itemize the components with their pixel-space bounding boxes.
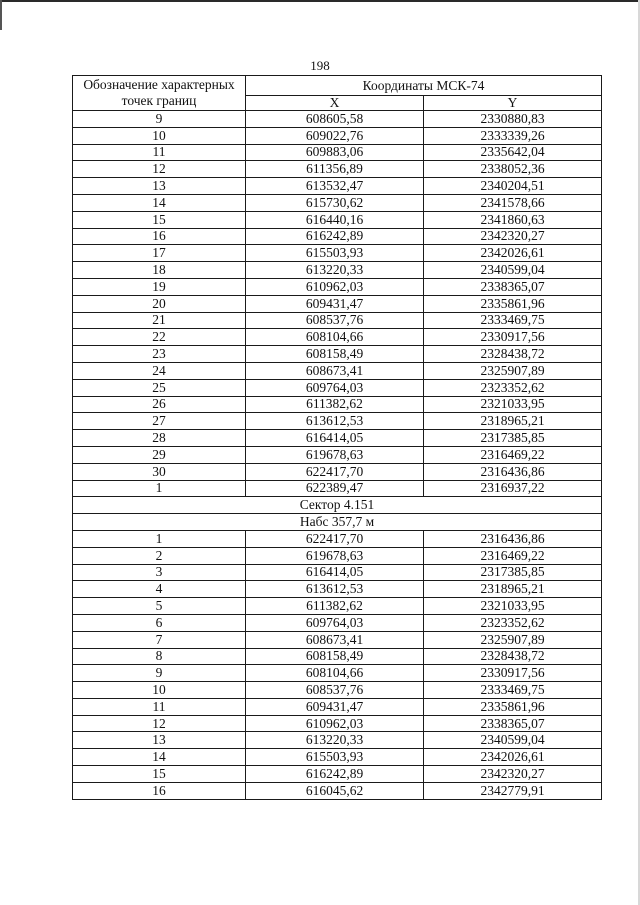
table-row (73, 463, 602, 480)
table-row (73, 782, 602, 799)
table-row (73, 598, 602, 615)
table-row (73, 648, 602, 665)
y-coordinate-cell: 2341578,66 (424, 194, 602, 211)
point-number-cell: 9 (73, 665, 246, 682)
point-number-cell: 2 (73, 547, 246, 564)
table-row (73, 715, 602, 732)
table-row (73, 194, 602, 211)
x-coordinate-cell: 613532,47 (246, 178, 424, 195)
point-number-cell: 30 (73, 463, 246, 480)
y-coordinate-cell: 2316436,86 (424, 530, 602, 547)
point-number-cell: 6 (73, 614, 246, 631)
table-row (73, 278, 602, 295)
coords-header: Координаты МСК-74 (246, 76, 602, 96)
x-coordinate-cell: 608158,49 (246, 648, 424, 665)
table-row (73, 362, 602, 379)
point-number-cell: 11 (73, 144, 246, 161)
x-coordinate-cell: 611356,89 (246, 161, 424, 178)
x-coordinate-cell: 616440,16 (246, 211, 424, 228)
point-number-cell: 12 (73, 161, 246, 178)
sector-title: Сектор 4.151 (73, 497, 602, 514)
table-row (73, 396, 602, 413)
x-coordinate-cell: 609431,47 (246, 295, 424, 312)
x-coordinate-cell: 611382,62 (246, 598, 424, 615)
table-body-part2 (73, 530, 602, 799)
x-coordinate-cell: 608537,76 (246, 312, 424, 329)
point-number-cell: 16 (73, 782, 246, 799)
scan-left-edge (0, 0, 2, 30)
y-coordinate-cell: 2316469,22 (424, 446, 602, 463)
table-row (73, 144, 602, 161)
point-number-cell: 25 (73, 379, 246, 396)
table-row (73, 430, 602, 447)
point-number-cell: 29 (73, 446, 246, 463)
y-coordinate-cell: 2330917,56 (424, 665, 602, 682)
y-coordinate-cell: 2340599,04 (424, 262, 602, 279)
point-number-cell: 24 (73, 362, 246, 379)
point-number-cell: 11 (73, 698, 246, 715)
table-row (73, 127, 602, 144)
x-coordinate-cell: 609764,03 (246, 379, 424, 396)
table-row (73, 581, 602, 598)
table-row (73, 698, 602, 715)
x-coordinate-cell: 622389,47 (246, 480, 424, 497)
x-coordinate-cell: 619678,63 (246, 446, 424, 463)
y-coordinate-cell: 2333469,75 (424, 312, 602, 329)
table-row (73, 228, 602, 245)
x-coordinate-cell: 616414,05 (246, 564, 424, 581)
x-coordinate-cell: 609883,06 (246, 144, 424, 161)
y-coordinate-cell: 2316937,22 (424, 480, 602, 497)
y-coordinate-cell: 2328438,72 (424, 648, 602, 665)
table-row (73, 530, 602, 547)
point-header: Обозначение характерных точек границ (73, 76, 246, 111)
y-coordinate-cell: 2318965,21 (424, 581, 602, 598)
y-coordinate-cell: 2330917,56 (424, 329, 602, 346)
coordinates-table (72, 75, 602, 800)
point-number-cell: 10 (73, 127, 246, 144)
x-coordinate-cell: 613220,33 (246, 732, 424, 749)
x-coordinate-cell: 613612,53 (246, 413, 424, 430)
point-number-cell: 13 (73, 732, 246, 749)
y-coordinate-cell: 2342026,61 (424, 749, 602, 766)
x-coordinate-cell: 608158,49 (246, 346, 424, 363)
y-coordinate-cell: 2338365,07 (424, 715, 602, 732)
point-number-cell: 4 (73, 581, 246, 598)
x-coordinate-cell: 615503,93 (246, 749, 424, 766)
y-coordinate-cell: 2340204,51 (424, 178, 602, 195)
x-coordinate-cell: 610962,03 (246, 278, 424, 295)
table-row (73, 564, 602, 581)
table-row (73, 682, 602, 699)
table-row (73, 161, 602, 178)
point-number-cell: 3 (73, 564, 246, 581)
point-number-cell: 14 (73, 749, 246, 766)
x-coordinate-cell: 622417,70 (246, 463, 424, 480)
table-row (73, 766, 602, 783)
y-coordinate-cell: 2323352,62 (424, 379, 602, 396)
table-row (73, 312, 602, 329)
point-number-cell: 12 (73, 715, 246, 732)
y-coordinate-cell: 2317385,85 (424, 430, 602, 447)
point-number-cell: 9 (73, 111, 246, 128)
y-coordinate-cell: 2318965,21 (424, 413, 602, 430)
table-row (73, 211, 602, 228)
y-coordinate-cell: 2316436,86 (424, 463, 602, 480)
table-row (73, 614, 602, 631)
point-number-cell: 5 (73, 598, 246, 615)
point-number-cell: 26 (73, 396, 246, 413)
x-coordinate-cell: 616242,89 (246, 766, 424, 783)
x-coordinate-cell: 609764,03 (246, 614, 424, 631)
x-coordinate-cell: 608673,41 (246, 362, 424, 379)
y-coordinate-cell: 2335642,04 (424, 144, 602, 161)
sector-section (73, 497, 602, 531)
y-coordinate-cell: 2335861,96 (424, 295, 602, 312)
table-row (73, 547, 602, 564)
sector-height: Набс 357,7 м (73, 514, 602, 531)
x-coordinate-cell: 608605,58 (246, 111, 424, 128)
x-coordinate-cell: 616045,62 (246, 782, 424, 799)
point-number-cell: 15 (73, 211, 246, 228)
table-row (73, 446, 602, 463)
x-coordinate-cell: 613220,33 (246, 262, 424, 279)
x-coordinate-cell: 611382,62 (246, 396, 424, 413)
x-coordinate-cell: 613612,53 (246, 581, 424, 598)
y-coordinate-cell: 2342320,27 (424, 766, 602, 783)
x-coordinate-cell: 608104,66 (246, 329, 424, 346)
point-number-cell: 22 (73, 329, 246, 346)
point-number-cell: 17 (73, 245, 246, 262)
table-row (73, 111, 602, 128)
point-number-cell: 19 (73, 278, 246, 295)
table-row (73, 413, 602, 430)
x-coordinate-cell: 616414,05 (246, 430, 424, 447)
table-row (73, 178, 602, 195)
table-row (73, 346, 602, 363)
y-coordinate-cell: 2333339,26 (424, 127, 602, 144)
y-coordinate-cell: 2316469,22 (424, 547, 602, 564)
table-row (73, 749, 602, 766)
y-header: Y (424, 96, 602, 111)
y-coordinate-cell: 2330880,83 (424, 111, 602, 128)
point-number-cell: 15 (73, 766, 246, 783)
x-coordinate-cell: 610962,03 (246, 715, 424, 732)
point-number-cell: 14 (73, 194, 246, 211)
y-coordinate-cell: 2338365,07 (424, 278, 602, 295)
x-coordinate-cell: 608537,76 (246, 682, 424, 699)
x-coordinate-cell: 608673,41 (246, 631, 424, 648)
y-coordinate-cell: 2342320,27 (424, 228, 602, 245)
table-row (73, 631, 602, 648)
point-number-cell: 28 (73, 430, 246, 447)
x-coordinate-cell: 615730,62 (246, 194, 424, 211)
y-coordinate-cell: 2342779,91 (424, 782, 602, 799)
y-coordinate-cell: 2328438,72 (424, 346, 602, 363)
y-coordinate-cell: 2325907,89 (424, 362, 602, 379)
point-number-cell: 16 (73, 228, 246, 245)
point-number-cell: 18 (73, 262, 246, 279)
page-number: 198 (310, 58, 330, 73)
x-coordinate-cell: 615503,93 (246, 245, 424, 262)
y-coordinate-cell: 2325907,89 (424, 631, 602, 648)
table-row (73, 732, 602, 749)
y-coordinate-cell: 2323352,62 (424, 614, 602, 631)
y-coordinate-cell: 2335861,96 (424, 698, 602, 715)
point-number-cell: 13 (73, 178, 246, 195)
y-coordinate-cell: 2317385,85 (424, 564, 602, 581)
y-coordinate-cell: 2338052,36 (424, 161, 602, 178)
x-coordinate-cell: 609431,47 (246, 698, 424, 715)
point-number-cell: 8 (73, 648, 246, 665)
point-number-cell: 7 (73, 631, 246, 648)
y-coordinate-cell: 2341860,63 (424, 211, 602, 228)
table-row (73, 245, 602, 262)
point-number-cell: 1 (73, 480, 246, 497)
table-row (73, 665, 602, 682)
table-row (73, 480, 602, 497)
table-row (73, 379, 602, 396)
point-number-cell: 1 (73, 530, 246, 547)
y-coordinate-cell: 2321033,95 (424, 598, 602, 615)
point-number-cell: 23 (73, 346, 246, 363)
table-body-part1 (73, 111, 602, 497)
x-header: X (246, 96, 424, 111)
x-coordinate-cell: 608104,66 (246, 665, 424, 682)
table-row (73, 295, 602, 312)
point-number-cell: 21 (73, 312, 246, 329)
y-coordinate-cell: 2321033,95 (424, 396, 602, 413)
x-coordinate-cell: 616242,89 (246, 228, 424, 245)
point-number-cell: 20 (73, 295, 246, 312)
y-coordinate-cell: 2340599,04 (424, 732, 602, 749)
x-coordinate-cell: 619678,63 (246, 547, 424, 564)
point-number-cell: 10 (73, 682, 246, 699)
y-coordinate-cell: 2342026,61 (424, 245, 602, 262)
scan-top-edge (0, 0, 640, 2)
table-row (73, 262, 602, 279)
table-row (73, 329, 602, 346)
x-coordinate-cell: 622417,70 (246, 530, 424, 547)
y-coordinate-cell: 2333469,75 (424, 682, 602, 699)
point-number-cell: 27 (73, 413, 246, 430)
x-coordinate-cell: 609022,76 (246, 127, 424, 144)
